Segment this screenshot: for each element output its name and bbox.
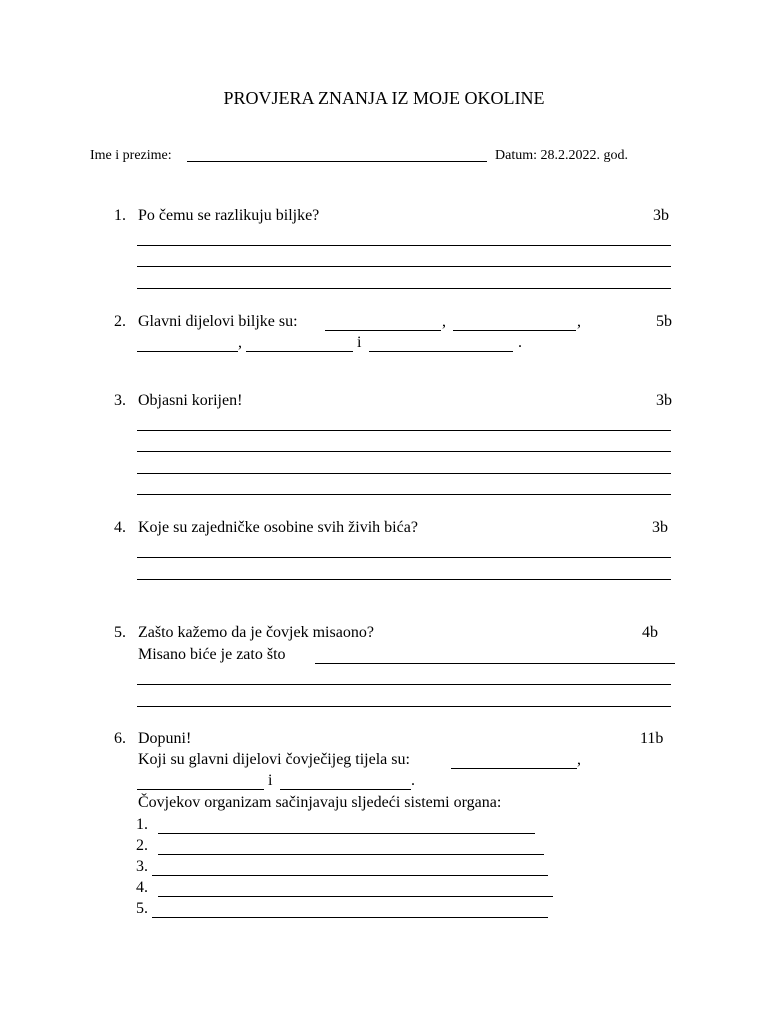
q6-blank-3[interactable]	[280, 789, 411, 790]
q6-blank-2[interactable]	[137, 789, 264, 790]
q3-answer-line-1[interactable]	[137, 430, 671, 431]
q5-sub-text: Misano biće je zato što	[138, 646, 286, 663]
q4-points: 3b	[652, 519, 668, 536]
q2-points: 5b	[656, 313, 672, 330]
q6-blank-1[interactable]	[451, 768, 577, 769]
q4-answer-line-2[interactable]	[137, 579, 671, 580]
q6-item-2-number: 2.	[136, 837, 148, 854]
q2-and: i	[357, 334, 362, 351]
q2-number: 2.	[114, 313, 126, 330]
q2-blank-5[interactable]	[369, 351, 513, 352]
q1-answer-line-2[interactable]	[137, 266, 671, 267]
q6-item-1-line[interactable]	[158, 833, 535, 834]
q2-blank-3[interactable]	[137, 351, 238, 352]
q1-answer-line-1[interactable]	[137, 245, 671, 246]
q5-answer-line-3[interactable]	[137, 706, 671, 707]
q3-answer-line-2[interactable]	[137, 451, 671, 452]
name-field[interactable]	[187, 161, 487, 162]
q5-number: 5.	[114, 624, 126, 641]
q4-answer-line-1[interactable]	[137, 557, 671, 558]
q6-item-1-number: 1.	[136, 816, 148, 833]
q1-answer-line-3[interactable]	[137, 288, 671, 289]
q2-comma-1: ,	[442, 313, 446, 330]
q6-dot: .	[411, 772, 415, 789]
q3-answer-line-4[interactable]	[137, 494, 671, 495]
q6-number: 6.	[114, 730, 126, 747]
q5-text: Zašto kažemo da je čovjek misaono?	[138, 624, 374, 641]
q6-item-3-line[interactable]	[152, 875, 548, 876]
q1-number: 1.	[114, 207, 126, 224]
q1-text: Po čemu se razlikuju biljke?	[138, 207, 320, 224]
q6-text: Dopuni!	[138, 730, 192, 747]
q4-number: 4.	[114, 519, 126, 536]
q2-comma-3: ,	[238, 334, 242, 351]
q3-text: Objasni korijen!	[138, 392, 243, 409]
q2-blank-2[interactable]	[453, 330, 576, 331]
q2-comma-2: ,	[577, 313, 581, 330]
q6-points: 11b	[640, 730, 664, 747]
q6-item-3-number: 3.	[136, 858, 148, 875]
q2-blank-4[interactable]	[246, 351, 353, 352]
q3-number: 3.	[114, 392, 126, 409]
q2-dot: .	[518, 334, 522, 351]
q3-points: 3b	[656, 392, 672, 409]
q5-points: 4b	[642, 624, 658, 641]
q6-comma: ,	[577, 751, 581, 768]
name-label: Ime i prezime:	[90, 148, 172, 163]
q3-answer-line-3[interactable]	[137, 473, 671, 474]
q4-text: Koje su zajedničke osobine svih živih bića?	[138, 519, 418, 536]
q6-item-2-line[interactable]	[158, 854, 544, 855]
q6-item-4-line[interactable]	[158, 896, 553, 897]
q2-text: Glavni dijelovi biljke su:	[138, 313, 298, 330]
q5-answer-line-1[interactable]	[315, 663, 675, 664]
q6-item-4-number: 4.	[136, 879, 148, 896]
q5-answer-line-2[interactable]	[137, 684, 671, 685]
date-label: Datum: 28.2.2022. god.	[495, 148, 628, 163]
q6-item-5-line[interactable]	[152, 917, 548, 918]
page-title: PROVJERA ZNANJA IZ MOJE OKOLINE	[223, 88, 545, 108]
q1-points: 3b	[653, 207, 669, 224]
q6-organs-text: Čovjekov organizam sačinjavaju sljedeći sistemi organa:	[138, 794, 502, 811]
q6-line1-text: Koji su glavni dijelovi čovječijeg tijela su:	[138, 751, 410, 768]
q6-and: i	[268, 772, 273, 789]
q2-blank-1[interactable]	[325, 330, 441, 331]
q6-item-5-number: 5.	[136, 900, 148, 917]
